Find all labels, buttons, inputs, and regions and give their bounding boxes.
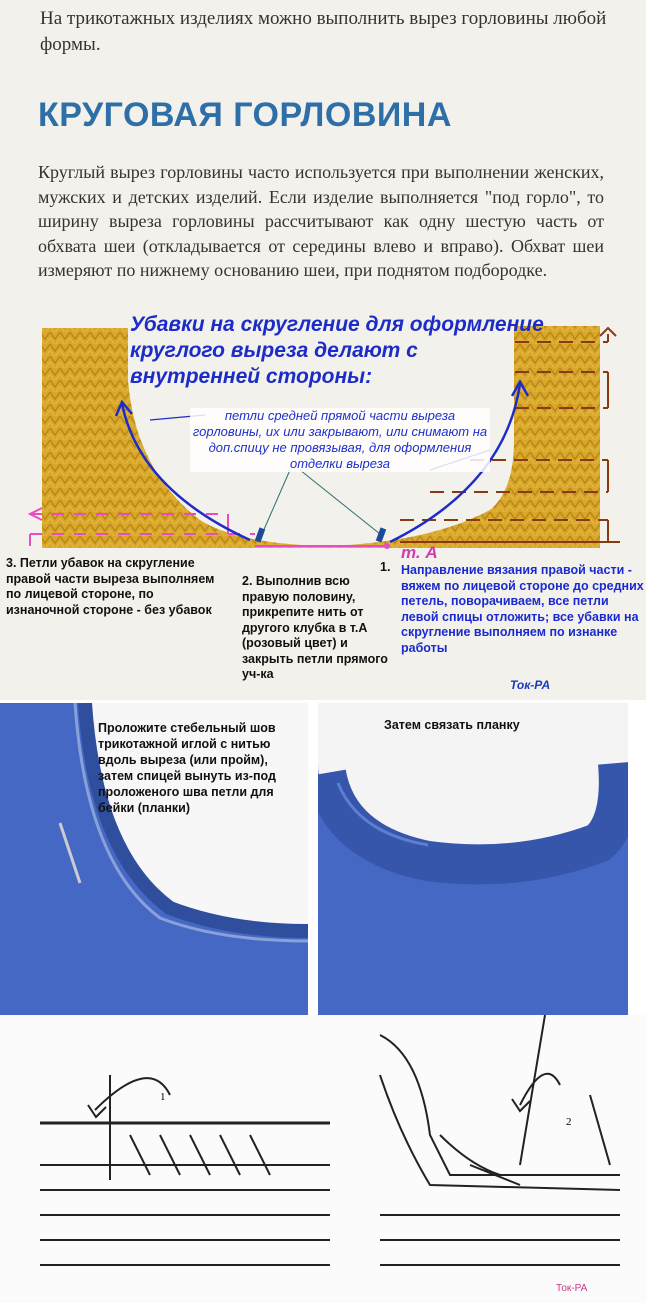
diagram-label-2: 2 [566,1116,572,1128]
direction-note: Направление вязания правой части - вяжем по лицевой стороне до средних петель, поворачиваем, все петли левой спицы отложить; все убавки на скругление выполняем по изнанке работы [401,563,644,655]
step2-note: 2. Выполнив всю правую половину, прикрепите нить от другого клубка в т.А (розовый цвет) и закрыть петли прямого уч-ка [242,574,388,681]
photo-right [318,703,628,1016]
diagram-label-1: 1 [160,1091,166,1103]
step3-note: 3. Петли убавок на скругление правой части выреза выполняем по лицевой стороне, по изнаночной стороне - без убавок [6,556,215,617]
watermark: Ток-РА [556,1283,588,1294]
step1-label: 1. [380,560,391,574]
photo-left-caption: Проложите стебельный шов трикотажной иглой с нитью вдоль выреза (или пройм), затем спицей вынуть из-под проложеного шва петли для бейки (планки) [98,721,276,815]
annotation-heading: Убавки на скругление для оформление круглого выреза делают с внутренней стороны: [130,313,544,388]
stitch-diagrams [0,1015,646,1303]
point-a-dot [384,543,390,549]
intro-text: На трикотажных изделиях можно выполнить вырез горловины любой формы. [40,8,607,55]
annotation-middle-loops: петли средней прямой части выреза горловины, их или закрывают, или снимают на доп.спицу не провязывая, для оформления отделки выреза [190,408,490,472]
body-paragraph: Круглый вырез горловины часто используется при выполнении женских, мужских и детских изделий. Если изделие выполняется "под горло", то ширину выреза горловины рассчитывают как одну шестую часть от обхвата шеи (откладывается от середины влево и вправо). Обхват шеи измеряют по нижнему основанию шеи, при поднятом подбородке. [38,162,604,280]
section-title: КРУГОВАЯ ГОРЛОВИНА [38,96,452,134]
signature: Ток-РА [510,678,551,692]
photo-right-caption: Затем связать планку [384,718,520,732]
point-a-label: т. А [401,543,438,562]
